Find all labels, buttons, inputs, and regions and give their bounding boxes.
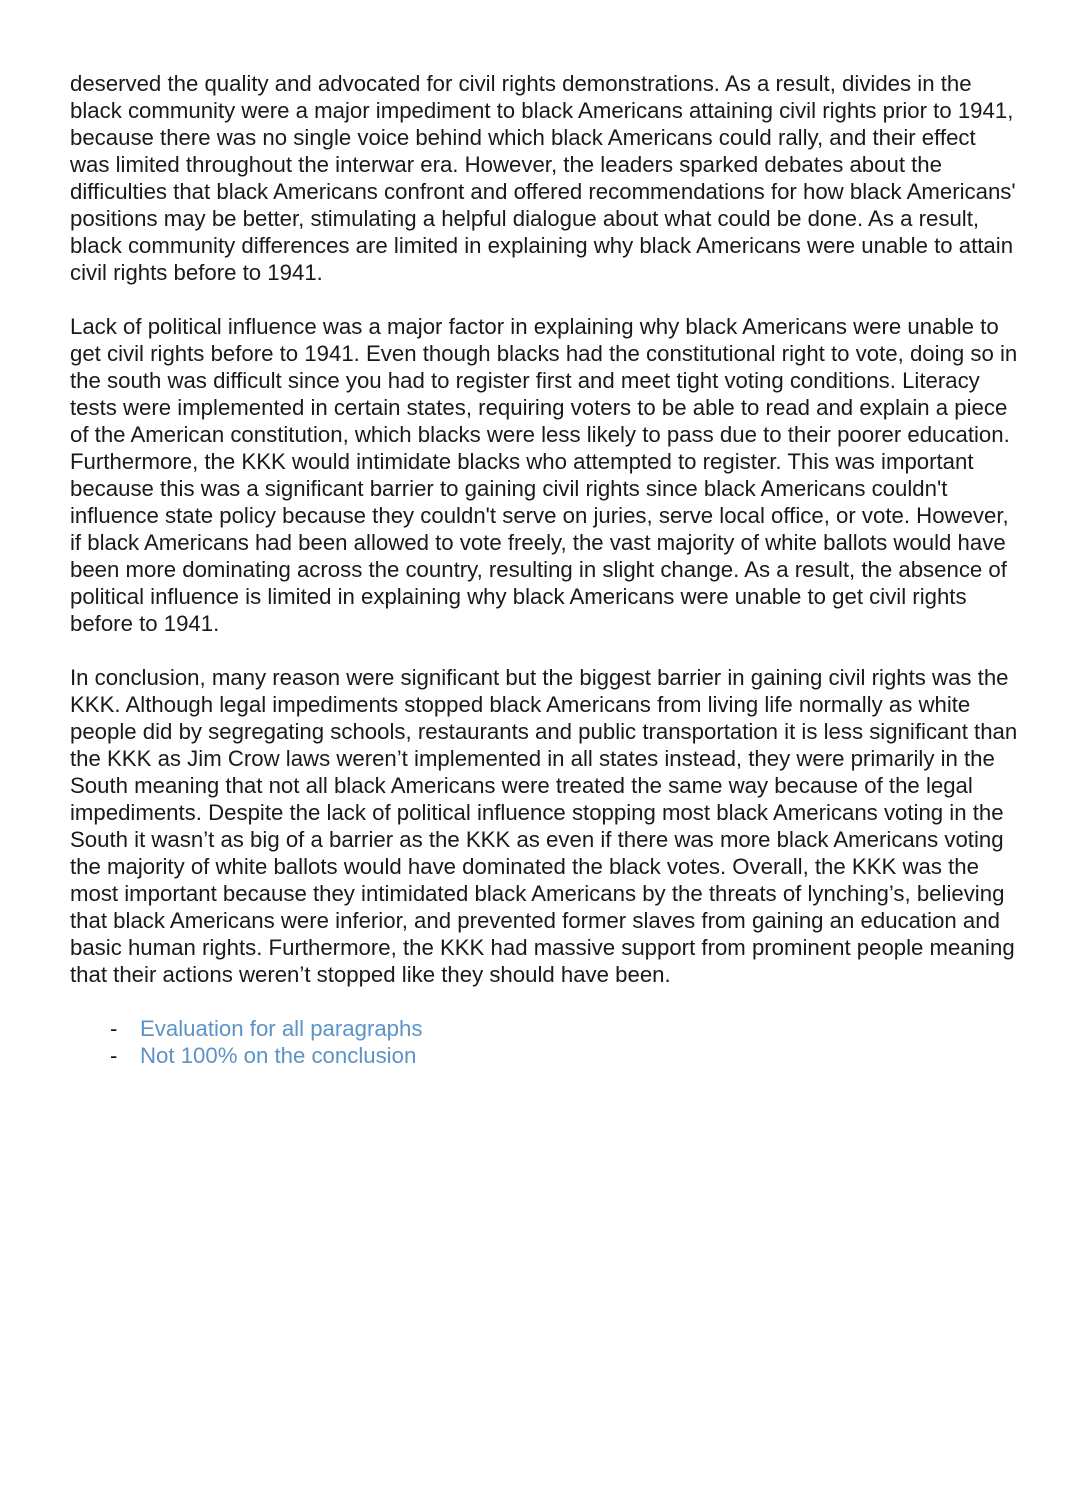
feedback-notes-list	[70, 1015, 1020, 1069]
feedback-note-text: Not 100% on the conclusion	[140, 1043, 417, 1068]
paragraph-black-community-divisions: deserved the quality and advocated for civil rights demonstrations. As a result, divides in the black community were a major impediment to black Americans attaining civil rights prior to 1941, because there was no single voice behind which black Americans could rally, and their effect was limited throughout the interwar era. However, the leaders sparked debates about the difficulties that black Americans confront and offered recommendations for how black Americans' positions may be better, stimulating a helpful dialogue about what could be done. As a result, black community differences are limited in explaining why black Americans were unable to attain civil rights before to 1941.	[70, 71, 1016, 285]
document-page	[70, 70, 1020, 1069]
paragraph-conclusion: In conclusion, many reason were significant but the biggest barrier in gaining civil rights was the KKK. Although legal impediments stopped black Americans from living life normally as white people did by segregating schools, restaurants and public transportation it is less significant than the KKK as Jim Crow laws weren’t implemented in all states instead, they were primarily in the South meaning that not all black Americans were treated the same way because of the legal impediments. Despite the lack of political influence stopping most black Americans voting in the South it wasn’t as big of a barrier as the KKK as even if there was more black Americans voting the majority of white ballots would have dominated the black votes. Overall, the KKK was the most important because they intimidated black Americans by the threats of lynching’s, believing that black Americans were inferior, and prevented former slaves from gaining an education and basic human rights. Furthermore, the KKK had massive support from prominent people meaning that their actions weren’t stopped like they should have been.	[70, 665, 1018, 987]
feedback-note-text: Evaluation for all paragraphs	[140, 1016, 423, 1041]
paragraph-political-influence: Lack of political influence was a major factor in explaining why black Americans were unable to get civil rights before to 1941. Even though blacks had the constitutional right to vote, doing so in the south was difficult since you had to register first and meet tight voting conditions. Literacy tests were implemented in certain states, requiring voters to be able to read and explain a piece of the American constitution, which blacks were less likely to pass due to their poorer education. Furthermore, the KKK would intimidate blacks who attempted to register. This was important because this was a significant barrier to gaining civil rights since black Americans couldn't influence state policy because they couldn't serve on juries, serve local office, or vote. However, if black Americans had been allowed to vote freely, the vast majority of white ballots would have been more dominating across the country, resulting in slight change. As a result, the absence of political influence is limited in explaining why black Americans were unable to get civil rights before to 1941.	[70, 314, 1018, 636]
bullet-dash: -	[110, 1016, 118, 1041]
feedback-note	[110, 1015, 1020, 1042]
feedback-note	[110, 1042, 1020, 1069]
bullet-dash: -	[110, 1043, 118, 1068]
